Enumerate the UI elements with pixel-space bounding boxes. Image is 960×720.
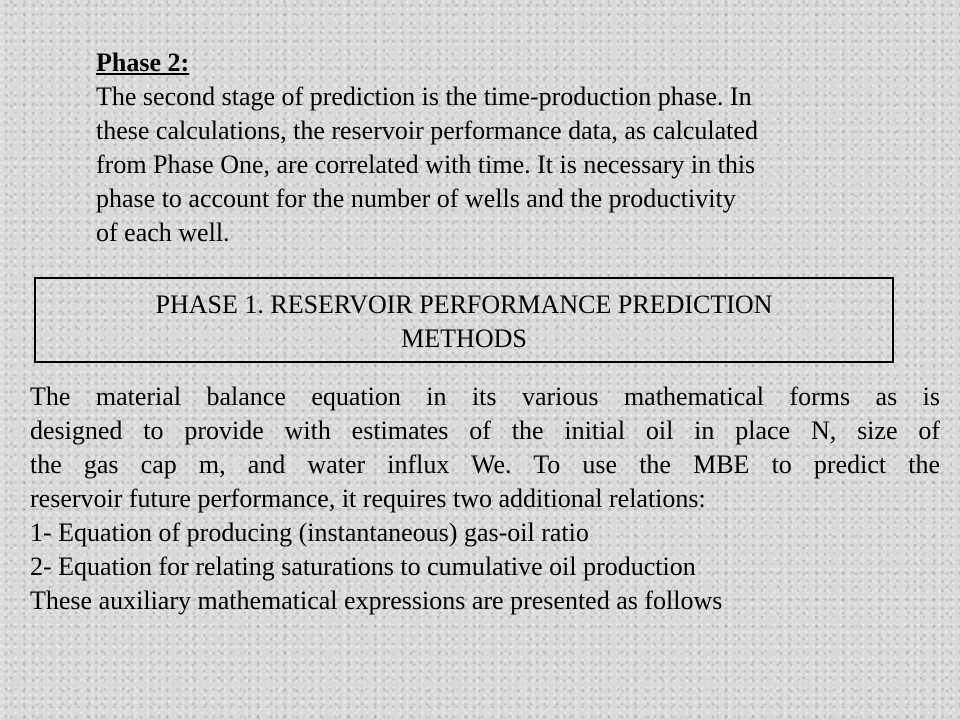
phase-2-line: these calculations, the reservoir performance data, as calculated (96, 116, 758, 145)
list-item-2: 2- Equation for relating saturations to cumulative oil production (30, 552, 696, 581)
phase-2-line: from Phase One, are correlated with time. It is necessary in this (96, 150, 756, 179)
section-title-line-1: PHASE 1. RESERVOIR PERFORMANCE PREDICTION (155, 290, 773, 319)
phase-2-section (96, 46, 946, 250)
section-title-box (34, 277, 894, 363)
paragraph-line: reservoir future performance, it requires two additional relations: (30, 484, 706, 513)
phase-2-line: The second stage of prediction is the time-production phase. In (96, 82, 752, 111)
paragraph-line: The material balance equation in its various mathematical forms as is (30, 382, 940, 411)
section-title-line-2: METHODS (401, 324, 527, 353)
closing-line: These auxiliary mathematical expressions are presented as follows (30, 586, 723, 615)
paragraph-line: designed to provide with estimates of the initial oil in place N, size of (30, 416, 940, 445)
phase-2-line: phase to account for the number of wells and the productivity (96, 184, 736, 213)
phase-2-heading: Phase 2: (96, 48, 190, 77)
paragraph-line: the gas cap m, and water influx We. To use the MBE to predict the (30, 450, 940, 479)
list-item-1: 1- Equation of producing (instantaneous) gas-oil ratio (30, 518, 589, 547)
body-text (30, 380, 940, 618)
phase-2-line: of each well. (96, 218, 230, 247)
